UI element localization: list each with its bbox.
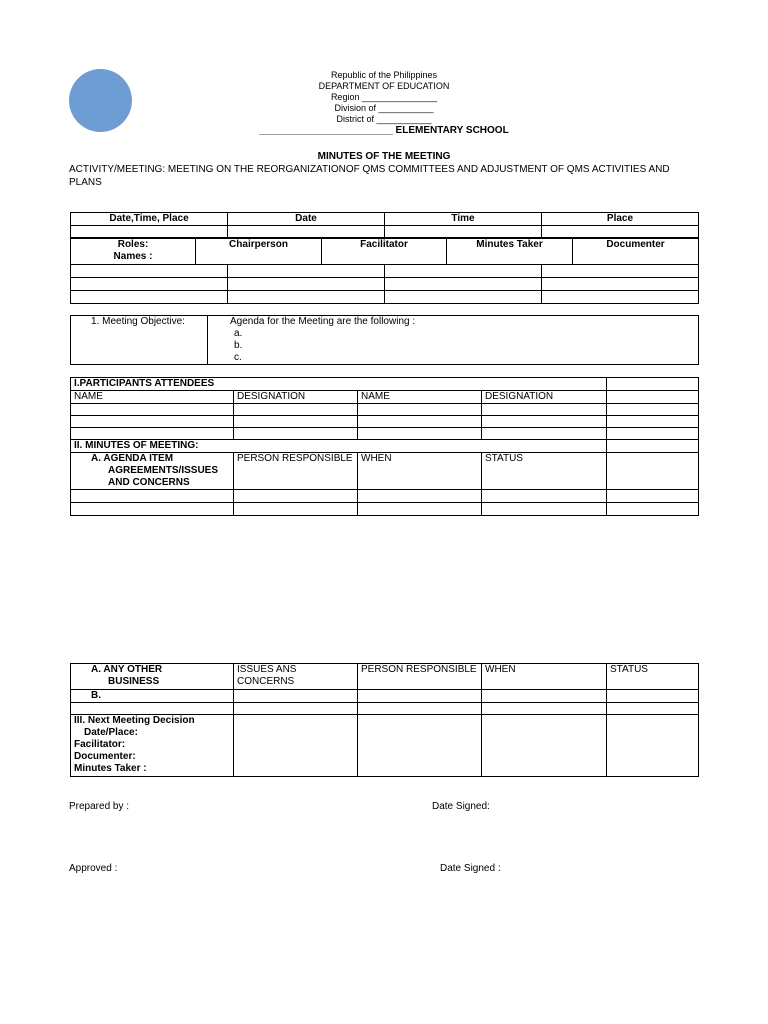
table-cell[interactable] (607, 416, 699, 428)
agenda-item-b: b. (234, 340, 243, 351)
table-cell (607, 378, 699, 391)
table-cell[interactable] (358, 703, 482, 715)
table-cell[interactable] (607, 490, 699, 503)
table-cell[interactable] (607, 503, 699, 516)
item-b-label: B. (71, 690, 234, 703)
table-cell[interactable] (234, 416, 358, 428)
other-business-table (70, 663, 699, 777)
agenda-item-c: c. (234, 352, 242, 363)
header-time: Time (385, 213, 542, 226)
aob-line1: A. ANY OTHER (91, 664, 163, 675)
col-person-responsible: PERSON RESPONSIBLE (234, 453, 358, 490)
activity-description: ACTIVITY/MEETING: MEETING ON THE REORGANIZATIONOF QMS COMMITTEES AND ADJUSTMENT OF QMS ACTIVITIES AND PLANS (69, 164, 670, 188)
table-cell[interactable] (607, 428, 699, 440)
table-cell[interactable] (482, 416, 607, 428)
table-cell[interactable] (607, 703, 699, 715)
col-designation-2: DESIGNATION (482, 391, 607, 404)
table-cell[interactable] (358, 416, 482, 428)
role-documenter: Documenter (573, 239, 699, 265)
table-cell[interactable] (358, 715, 482, 777)
table-cell[interactable] (71, 703, 234, 715)
table-cell[interactable] (542, 226, 699, 238)
next-meeting-decision (71, 715, 234, 777)
table-cell[interactable] (71, 503, 234, 516)
table-cell[interactable] (358, 490, 482, 503)
table-cell[interactable] (482, 428, 607, 440)
roles-label (71, 239, 196, 265)
col-issues-concerns: ISSUES ANS CONCERNS (234, 664, 358, 690)
table-cell[interactable] (358, 428, 482, 440)
table-cell[interactable] (385, 291, 542, 304)
table-cell[interactable] (71, 291, 228, 304)
header-school: ________________________ ELEMENTARY SCHOOL (259, 125, 509, 136)
role-facilitator: Facilitator (322, 239, 447, 265)
next-meeting-date-place: Date/Place: (84, 727, 138, 738)
table-cell[interactable] (607, 690, 699, 703)
header-department: DEPARTMENT OF EDUCATION (318, 81, 450, 91)
header-republic: Republic of the Philippines (330, 70, 438, 80)
roles-table (70, 238, 699, 265)
table-cell[interactable] (542, 278, 699, 291)
table-cell[interactable] (228, 278, 385, 291)
table-cell[interactable] (358, 404, 482, 416)
table-cell[interactable] (228, 265, 385, 278)
table-cell[interactable] (542, 291, 699, 304)
table-cell[interactable] (385, 278, 542, 291)
approved-label: Approved : (69, 863, 118, 874)
col-person-responsible: PERSON RESPONSIBLE (358, 664, 482, 690)
table-cell[interactable] (71, 490, 234, 503)
col-when: WHEN (358, 453, 482, 490)
agenda-item-a: a. (234, 328, 243, 339)
any-other-business-header (71, 664, 234, 690)
col-name-1: NAME (71, 391, 234, 404)
next-meeting-title: III. Next Meeting Decision (74, 715, 195, 726)
table-cell[interactable] (607, 715, 699, 777)
table-cell[interactable] (234, 503, 358, 516)
header-date-time-place: Date,Time, Place (71, 213, 228, 226)
col-when: WHEN (482, 664, 607, 690)
agenda-item-line2: AGREEMENTS/ISSUES (108, 465, 219, 476)
header-region: Region _______________ (330, 92, 438, 102)
participants-table (70, 377, 699, 516)
table-cell[interactable] (358, 690, 482, 703)
table-cell[interactable] (607, 404, 699, 416)
table-cell[interactable] (385, 265, 542, 278)
header-date: Date (228, 213, 385, 226)
table-cell[interactable] (71, 226, 228, 238)
table-cell[interactable] (228, 226, 385, 238)
table-cell (607, 440, 699, 453)
table-cell[interactable] (234, 404, 358, 416)
names-label-text: Names : (113, 251, 153, 262)
table-cell[interactable] (482, 490, 607, 503)
agenda-title: Agenda for the Meeting are the following : (230, 316, 416, 327)
table-cell[interactable] (234, 428, 358, 440)
table-cell[interactable] (482, 503, 607, 516)
table-cell[interactable] (542, 265, 699, 278)
header-district: District of ___________ (336, 114, 432, 124)
meeting-info-table (70, 212, 699, 238)
meeting-objective-label: 1. Meeting Objective: (71, 316, 208, 365)
table-cell[interactable] (385, 226, 542, 238)
col-name-2: NAME (358, 391, 482, 404)
table-cell[interactable] (234, 690, 358, 703)
section-minutes: II. MINUTES OF MEETING: (71, 440, 607, 453)
section-participants: I.PARTICIPANTS ATTENDEES (71, 378, 607, 391)
table-cell (607, 453, 699, 490)
table-cell[interactable] (71, 416, 234, 428)
table-cell[interactable] (71, 404, 234, 416)
agenda-cell[interactable] (208, 316, 699, 365)
table-cell[interactable] (228, 291, 385, 304)
table-cell[interactable] (71, 278, 228, 291)
table-cell[interactable] (234, 703, 358, 715)
table-cell[interactable] (71, 428, 234, 440)
table-cell[interactable] (234, 715, 358, 777)
table-cell[interactable] (234, 490, 358, 503)
header-place: Place (542, 213, 699, 226)
agenda-item-header (71, 453, 234, 490)
table-cell[interactable] (358, 503, 482, 516)
roles-label-text: Roles: (117, 239, 149, 250)
next-meeting-documenter: Documenter: (74, 751, 136, 762)
next-meeting-minutes-taker: Minutes Taker : (74, 763, 147, 774)
names-table (70, 264, 699, 304)
table-cell (607, 391, 699, 404)
header-division: Division of ___________ (334, 103, 434, 113)
table-cell[interactable] (482, 715, 607, 777)
role-chairperson: Chairperson (196, 239, 322, 265)
agenda-item-line1: A. AGENDA ITEM (91, 453, 174, 464)
document-title: MINUTES OF THE MEETING (317, 151, 451, 162)
col-status: STATUS (482, 453, 607, 490)
agenda-item-line3: AND CONCERNS (108, 477, 190, 488)
role-minutes-taker: Minutes Taker (447, 239, 573, 265)
table-cell[interactable] (482, 404, 607, 416)
prepared-by-label: Prepared by : (69, 801, 130, 812)
aob-line2: BUSINESS (108, 676, 160, 687)
date-signed-label-1: Date Signed: (432, 801, 490, 812)
col-status: STATUS (607, 664, 699, 690)
objective-table (70, 315, 699, 365)
col-designation-1: DESIGNATION (234, 391, 358, 404)
table-cell[interactable] (71, 265, 228, 278)
table-cell[interactable] (482, 703, 607, 715)
date-signed-label-2: Date Signed : (440, 863, 501, 874)
next-meeting-facilitator: Facilitator: (74, 739, 126, 750)
table-cell[interactable] (482, 690, 607, 703)
